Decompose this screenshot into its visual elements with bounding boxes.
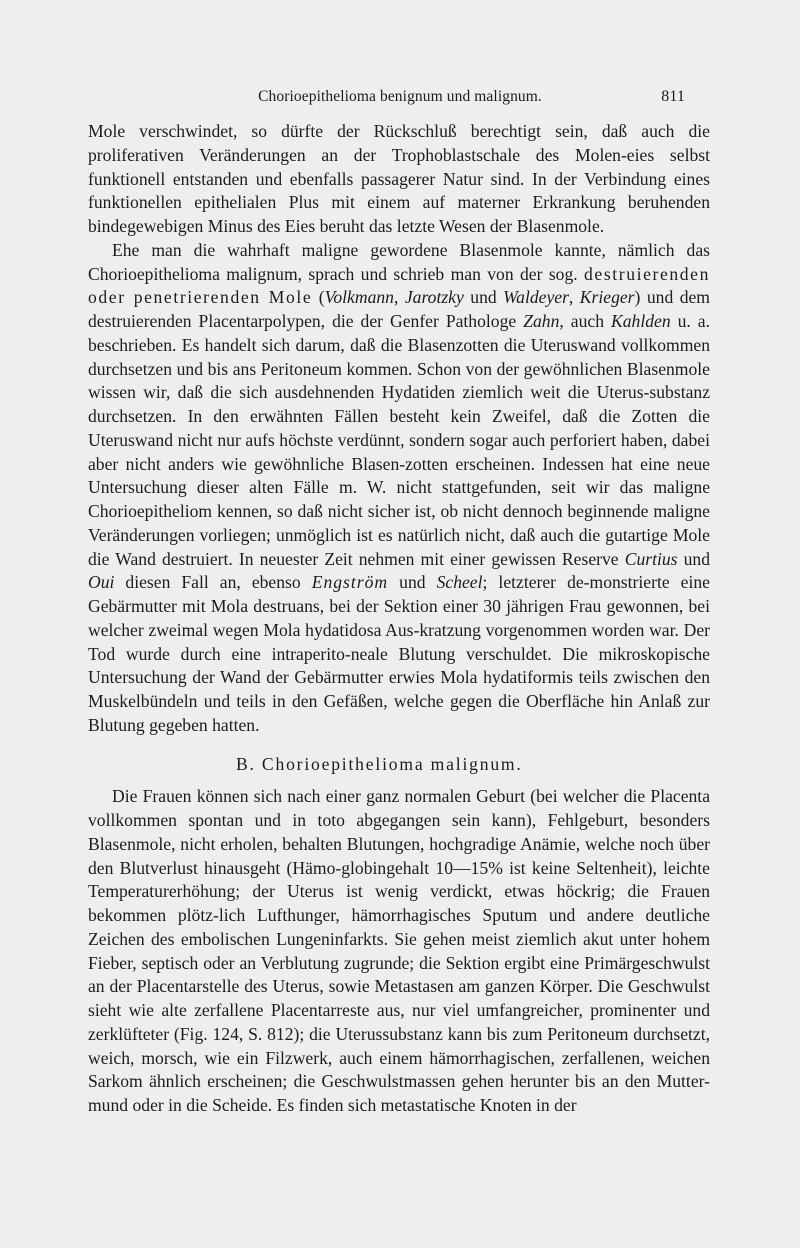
paragraph-2-text-2: ) und dem destruierenden Placentarpolypen, die der Genfer Pathologe xyxy=(88,287,710,331)
paragraph-2-text-4: u. a. beschrieben. Es handelt sich darum, daß die Blasenzotten die Uteruswand vollkommen durchsetzen und bis ans Peritoneum kommen. Schon von der gewöhnlichen Blasenmole wissen wir, daß die sich ausdehnenden Hydatiden ziemlich weit die Uterus-substanz durchsetzen. In den erwähnten Fällen besteht kein Zweifel, daß die Zotten die Uteruswand nicht nur aufs höchste verdünnt, sondern sogar auch perforiert haben, dabei aber nicht anders wie gewöhnliche Blasen-zotten erscheinen. Indessen hat eine neue Untersuchung dieser alten Fälle m. W. nicht stattgefunden, seit wir das maligne Chorioepitheliom kennen, so daß nicht sicher ist, ob nicht dennoch beginnende maligne Veränderungen vorliegen; unmöglich ist es natürlich nicht, daß auch die gutartige Mole die Wand destruiert. In neuester Zeit nehmen mit einer gewissen Reserve xyxy=(88,311,711,569)
running-head xyxy=(0,88,800,112)
paragraph-2-text-3: , auch xyxy=(559,311,604,331)
author-oui: Oui xyxy=(88,572,115,593)
author-jarotzky: Jarotzky xyxy=(404,287,464,308)
paragraph-2 xyxy=(88,239,710,738)
conjunction: und xyxy=(399,572,426,593)
running-title: Chorioepithelioma benignum und malignum. xyxy=(258,88,542,105)
spaced-term: destruierenden oder penetrierenden Mole xyxy=(88,263,710,308)
paragraph-2-text-1: Ehe man die wahrhaft maligne gewordene Blasenmole kannte, nämlich das Chorioepithelioma malignum, sprach und schrieb man von der sog. xyxy=(88,239,710,284)
section-heading: B. Chorioepithelioma malignum. xyxy=(236,753,523,774)
author-scheel: Scheel xyxy=(436,572,483,593)
paragraph-2-text-5: diesen Fall an, ebenso xyxy=(125,572,301,593)
comma: , xyxy=(393,287,399,308)
author-kahlden: Kahlden xyxy=(611,311,671,331)
author-waldeyer: Waldeyer xyxy=(503,287,569,308)
author-krieger: Krieger xyxy=(579,287,635,308)
author-engstroem: Engström xyxy=(311,572,389,593)
conjunction: und xyxy=(683,548,710,569)
paragraph-2-text-6: ; letzterer de-monstrierte eine Gebärmutter mit Mola destruans, bei der Sektion einer 30 jährigen Frau gewonnen, bei welcher zweimal wegen Mola hydatidosa Aus-kratzung vorgenommen worden war. Der Tod wurde durch eine intraperito-neale Blutung verschuldet. Die mikroskopische Untersuchung der Wand der Gebärmutter erwies Mola hydatiformis teils zwischen den Muskelbündeln und teils in den Gefäßen, welche gegen die Oberfläche hin Anlaß zur Blutung gegeben hatten. xyxy=(88,572,710,735)
comma: , xyxy=(568,287,574,308)
author-volkmann: Volkmann xyxy=(324,287,394,308)
author-curtius: Curtius xyxy=(624,548,678,569)
conjunction: und xyxy=(470,287,497,308)
open-paren: ( xyxy=(318,287,325,308)
paragraph-1: Mole verschwindet, so dürfte der Rückschluß berechtigt sein, daß auch die proliferativen Veränderungen an der Trophoblastschale des Molen-eies selbst funktionell entstanden und ebenfalls passagerer Natur sind. In der Verbindung eines funktionellen epithelialen Plus mit einem auf materner Erkrankung beruhenden bindegewebigen Minus des Eies beruht das letzte Wesen der Blasenmole. xyxy=(88,121,710,236)
page-number: 811 xyxy=(661,88,685,105)
paragraph-3: Die Frauen können sich nach einer ganz normalen Geburt (bei welcher die Placenta vollkommen spontan und in toto abgegangen sein kann), Fehlgeburt, besonders Blasenmole, nicht erholen, behalten Blutungen, hochgradige Anämie, welche noch über den Blutverlust hinausgeht (Hämo-globingehalt 10—15% ist keine Seltenheit), leichte Temperaturerhöhung; der Uterus ist wenig verdickt, etwas höckrig; die Frauen bekommen plötz-lich Lufthunger, hämorrhagisches Sputum und andere deutliche Zeichen des embolischen Lungeninfarkts. Sie gehen meist ziemlich akut unter hohem Fieber, septisch oder an Verblutung zugrunde; die Sektion ergibt eine Primärgeschwulst an der Placentarstelle des Uterus, sowie Metastasen am ganzen Körper. Die Geschwulst sieht wie alte zerfallene Placentarreste aus, nur viel umfangreicher, prominenter und zerklüfteter (Fig. 124, S. 812); die Uterussubstanz kann bis zum Peritoneum durchsetzt, weich, morsch, wie ein Filzwerk, auch einem hämorrhagischen, zerfallenen, weichen Sarkom ähnlich erscheinen; die Geschwulstmassen gehen herunter bis an den Mutter-mund oder in die Scheide. Es finden sich metastatische Knoten in der xyxy=(88,786,710,1115)
author-zahn: Zahn xyxy=(523,311,560,331)
body-text xyxy=(88,120,710,1118)
